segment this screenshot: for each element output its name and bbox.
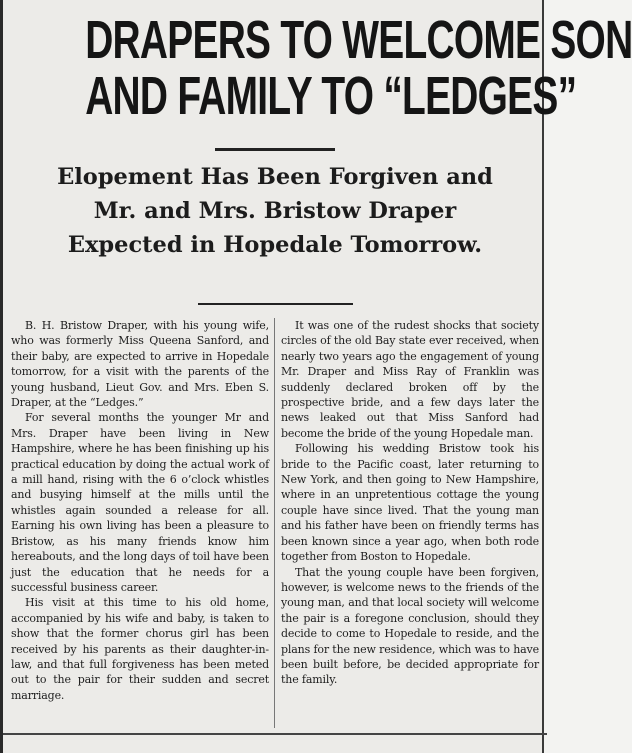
article-paragraph: B. H. Bristow Draper, with his young wife, who was formerly Miss Queena Sanford, and their baby, are expected to arrive in Hopedale tomorrow, for a visit with the parents of the young husband, Lieut Gov. and Mrs. Eben S. Draper, at the “Ledges.” [11,319,269,410]
headline-line-2: AND FAMILY TO “LEDGES” [85,66,577,126]
subheadline [9,160,541,262]
article-paragraph: It was one of the rudest shocks that society circles of the old Bay state ever received, when nearly two years ago the engagement of young Mr. Draper and Miss Ray of Franklin was suddenly declared broken off by the prospective bride, and a few days later the news leaked out that Miss Sanford had become the bride of the young Hopedale man. [281,319,539,440]
article-paragraph: For several months the younger Mr and Mrs. Draper have been living in New Hampshire, where he has been finishing up his practical education by doing the actual work of a mill hand, rising with the 6 o’clock whistles and busying himself at the mills until the whistles again sounded a release for all. Earning his own living has been a pleasure to Bristow, as his many friends know him hereabouts, and the long days of toil have been just the education that he needs for a successful business career. [11,411,269,594]
headline [85,10,632,126]
headline-line-1: DRAPERS TO WELCOME SON [85,10,632,70]
headline-rule [215,148,335,151]
bottom-rule [3,733,547,735]
column-divider [274,318,275,728]
article-column-right [281,318,539,688]
subheadline-line-1: Elopement Has Been Forgiven and [57,164,493,190]
subheadline-line-3: Expected in Hopedale Tomorrow. [67,232,483,258]
article-paragraph: His visit at this time to his old home, accompanied by his wife and baby, is taken to show that the former chorus girl has been received by his parents as their daughter-in-law, and that full forgiveness has been meted out to the pair for their sudden and secret marriage. [11,596,269,702]
subheadline-rule [198,303,353,305]
subheadline-line-2: Mr. and Mrs. Bristow Draper [93,198,457,224]
article-paragraph: That the young couple have been forgiven, however, is welcome news to the friends of the young man, and that local society will welcome the pair is a foregone conclusion, should they decide to come to Hopedale to reside, and the plans for the new residence, which was to have been built before, be decided appropriate for the family. [281,565,539,687]
article-column-left [11,318,269,703]
article-paragraph: Following his wedding Bristow took his bride to the Pacific coast, later returning to New York, and then going to New Hampshire, where in an unpretentious cottage the young couple have since lived. That the young man and his father have been on friendly terms has been known since a year ago, when both rode together from Boston to Hopedale. [281,442,539,564]
